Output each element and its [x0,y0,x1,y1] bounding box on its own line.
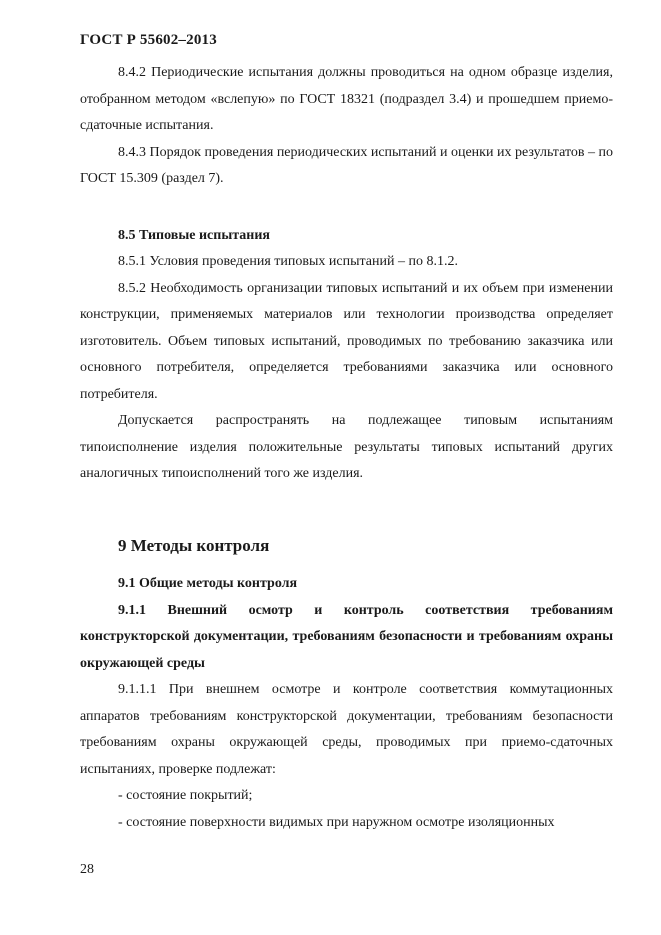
heading-8-5: 8.5 Типовые испытания [118,227,271,243]
document-body [80,60,613,836]
list-item-coatings: - состояние покрытий; [118,788,253,803]
paragraph-8-4-3: 8.4.3 Порядок проведения периодических испытаний и оценки их результатов – по ГОСТ 15.309 (раздел 7). [80,144,613,186]
paragraph-8-5-1: 8.5.1 Условия проведения типовых испытаний – по 8.1.2. [118,254,458,269]
heading-9-1: 9.1 Общие методы контроля [118,576,298,591]
paragraph-allowance: Допускается распространять на подлежащее типовым испытаниям типоисполнение изделия положительные результаты типовых испытаний других аналогичных типоисполнений того же изделия. [80,413,613,481]
paragraph-8-5-2: 8.5.2 Необходимость организации типовых испытаний и их объем при изменении конструкции, применяемых материалов или технологии производства определяет изготовитель. Объем типовых испытаний, проводимых по требованию заказчика или основного потребителя, определяется требованиями заказчика или основного потребителя. [80,280,613,402]
paragraph-9-1-1-1: 9.1.1.1 При внешнем осмотре и контроле соответствия коммутационных аппаратов требованиям конструкторской документации, требованиям безопасности требованиям охраны окружающей среды, проводимых при приемо-сдаточных испытаниях, проверке подлежат: [80,682,613,777]
list-item-insulation-surface: - состояние поверхности видимых при наружном осмотре изоляционных [118,814,555,830]
heading-9: 9 Методы контроля [118,535,270,555]
paragraph-8-4-2: 8.4.2 Периодические испытания должны проводиться на одном образце изделия, отобранном методом «вслепую» по ГОСТ 18321 (подраздел 3.4) и прошедшем приемо-сдаточные испытания. [80,65,613,133]
heading-9-1-1: 9.1.1 Внешний осмотр и контроль соответствия требованиям конструкторской документации, требованиям безопасности и требованиям охраны окружающей среды [80,602,613,671]
page-number: 28 [80,862,94,877]
document-header: ГОСТ Р 55602–2013 [80,32,217,48]
